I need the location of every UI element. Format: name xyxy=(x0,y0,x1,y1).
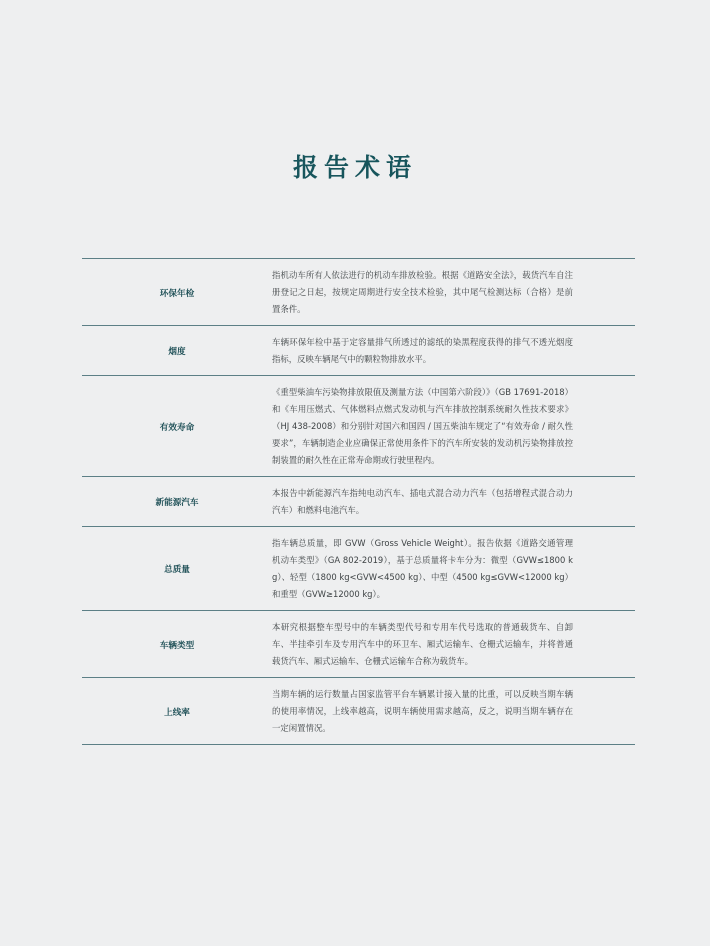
term-definition: 《重型柴油车污染物排放限值及测量方法（中国第六阶段）》（GB 17691-2018）和《车用压燃式、气体燃料点燃式发动机与汽车排放控制系统耐久性技术要求》（HJ 438-2008）和分别针对国六和国四 / 国五柴油车规定了“有效寿命 / 耐久性要求”，车辆制造企业应确保正常使用条件下的汽车所安装的发动机污染物排放控制装置的耐久性在正常寿命期或行驶里程内。 xyxy=(272,387,573,465)
term-definition: 当期车辆的运行数量占国家监管平台车辆累计接入量的比重，可以反映当期车辆的使用率情况，上线率越高，说明车辆使用需求越高，反之，说明当期车辆存在一定闲置情况。 xyxy=(272,689,573,733)
term-definition: 本报告中新能源汽车指纯电动汽车、插电式混合动力汽车（包括增程式混合动力汽车）和燃料电池汽车。 xyxy=(272,488,573,515)
term-name: 上线率 xyxy=(164,707,190,718)
term-definition: 车辆环保年检中基于定容量排气所透过的滤纸的染黑程度获得的排气不透光烟度指标，反映车辆尾气中的颗粒物排放水平。 xyxy=(272,337,573,364)
term-name: 烟度 xyxy=(168,347,186,357)
term-row xyxy=(82,611,635,678)
page-title: 报告术语 xyxy=(292,153,417,182)
term-name: 新能源汽车 xyxy=(155,498,199,508)
terms-table xyxy=(82,258,635,745)
term-row xyxy=(82,527,635,611)
term-definition: 指车辆总质量，即 GVW（Gross Vehicle Weight）。报告依据《道路交通管理 机动车类型》（GA 802-2019），基于总质量将卡车分为：微型（GVW≤1800 kg）、轻型（1800 kg<GVW<4500 kg）、中型（4500 kg≤GVW<12000 kg）和重型（GVW≥12000 kg）。 xyxy=(272,538,573,599)
term-row xyxy=(82,259,635,326)
term-row xyxy=(82,326,635,376)
term-name: 有效寿命 xyxy=(159,422,195,433)
term-name: 车辆类型 xyxy=(159,640,195,651)
term-row xyxy=(82,477,635,527)
term-name: 环保年检 xyxy=(159,288,195,299)
term-row xyxy=(82,678,635,745)
term-definition: 本研究根据整车型号中的车辆类型代号和专用车代号选取的普通载货车、自卸车、半挂牵引车及专用汽车中的环卫车、厢式运输车、仓栅式运输车，并将普通载货汽车、厢式运输车、仓栅式运输车合称为载货车。 xyxy=(272,622,573,666)
term-row xyxy=(82,376,635,477)
term-name: 总质量 xyxy=(164,565,190,575)
term-definition: 指机动车所有人依法进行的机动车排放检验。根据《道路安全法》，载货汽车自注册登记之日起，按规定周期进行安全技术检验，其中尾气检测达标（合格）是前置条件。 xyxy=(272,270,573,314)
